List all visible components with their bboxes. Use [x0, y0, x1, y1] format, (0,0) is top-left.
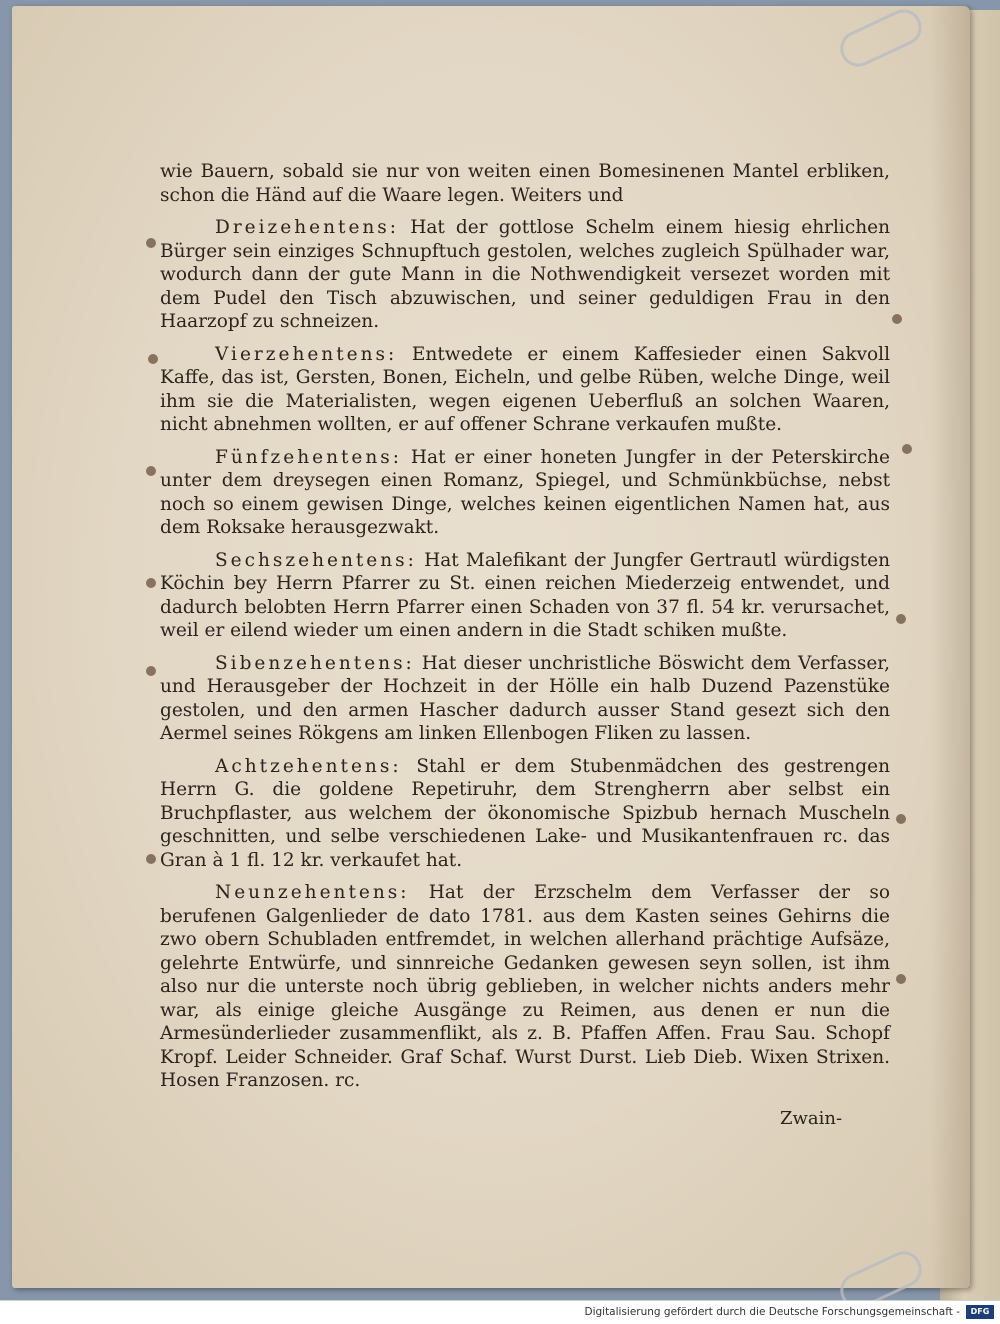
- paragraph-text: Hat dieser unchristliche Böswicht dem Verfasser, und Herausgeber der Hochzeit in der Hölle ein halb Duzend Pazenstüke gestolen, und den armen Hascher dadurch ausser Stand gesezt sich den Aermel seines Rökgens am linken Ellenbogen Fliken zu lassen.: [160, 652, 890, 744]
- paragraph: [160, 446, 890, 540]
- binding-hole: [146, 238, 156, 248]
- paragraph: [160, 549, 890, 643]
- dfg-logo-icon: DFG: [966, 1305, 994, 1319]
- binding-hole: [902, 444, 912, 454]
- paragraph: [160, 160, 890, 207]
- paragraph-lead: Sechszehentens:: [215, 549, 417, 571]
- binding-hole: [896, 814, 906, 824]
- paragraph: [160, 343, 890, 437]
- binding-hole: [892, 314, 902, 324]
- binding-hole: [146, 666, 156, 676]
- paragraph-lead: Neunzehentens:: [215, 882, 410, 903]
- paragraph-lead: Sibenzehentens:: [215, 652, 415, 674]
- funding-credit: Digitalisierung gefördert durch die Deutsche Forschungsgemeinschaft -: [584, 1306, 960, 1318]
- paragraph: [160, 216, 890, 334]
- paragraph-text: Hat er einer honeten Jungfer in der Peterskirche unter dem dreysegen einen Romanz, Spiegel, und Schmünkbüchse, nebst noch so einem gewisen Dinge, welches keinen eigentlichen Namen hat, aus dem Roksake herausgezwakt.: [160, 446, 890, 538]
- paragraph-lead: Dreizehentens:: [215, 217, 400, 238]
- paragraph-text: Stahl er dem Stubenmädchen des gestrengen Herrn G. die goldene Repetiruhr, dem Strengherrn aber selbst ein Bruchpflaster, aus welchem der ökonomische Spizbub hernach Muscheln geschnitten, und selbe verschiedenen Lake- und Musikantenfrauen rc. das Gran à 1 fl. 12 kr. verkaufet hat.: [160, 755, 890, 871]
- binding-hole: [146, 578, 156, 588]
- paragraph-text: Entwedete er einem Kaffesieder einen Sakvoll Kaffe, das ist, Gersten, Bonen, Eicheln, und gelbe Rüben, welche Dinge, weil ihm sie die Materialisten, wegen eigenen Ueberfluß an solchen Waaren, nicht abnehmen wollten, er auf offener Schrane verkaufen mußte.: [160, 343, 890, 435]
- document-body: [160, 160, 890, 1102]
- paragraph: [160, 755, 890, 873]
- paragraph-text: Hat Malefikant der Jungfer Gertrautl würdigsten Köchin bey Herrn Pfarrer zu St. einen reichen Miederzeig entwendet, und dadurch belobten Herrn Pfarrer einen Schaden von 37 fl. 54 kr. verursachet, weil er eilend wieder um einen andern in die Stadt schiken mußte.: [160, 549, 890, 641]
- paragraph-text: Hat der Erzschelm dem Verfasser der so berufenen Galgenlieder de dato 1781. aus dem Kasten seines Gehirns die zwo obern Schubladen entfremdet, in welchen allerhand prächtige Aufsäze, gelehrte Entwürfe, und sinnreiche Gedanken gewesen seyn sollen, ist ihm also nur die unterste noch übrig geblieben, in welcher nichts anders mehr war, als einige gleiche Ausgänge zu Reimen, aus denen er nun die Armesünderlieder zusammenflikt, als z. B. Pfaffen Affen. Frau Sau. Schopf Kropf. Leider Schneider. Graf Schaf. Wurst Durst. Lieb Dieb. Wixen Strixen. Hosen Franzosen. rc.: [160, 882, 890, 1091]
- paragraph: [160, 881, 890, 1093]
- footer-bar: [0, 1300, 1000, 1324]
- paragraph: [160, 652, 890, 746]
- paragraph-lead: Vierzehentens:: [215, 343, 398, 365]
- paragraph-lead: Achtzehentens:: [215, 755, 402, 777]
- catchword: Zwain-: [780, 1108, 843, 1129]
- binding-hole: [146, 854, 156, 864]
- binding-hole: [896, 974, 906, 984]
- paragraph-text: wie Bauern, sobald sie nur von weiten einen Bomesinenen Mantel erbliken, schon die Händ auf die Waare legen. Weiters und: [160, 161, 890, 206]
- paragraph-text: Hat der gottlose Schelm einem hiesig ehrlichen Bürger sein einziges Schnupftuch gestolen, welches zugleich Spülhader war, wodurch dann der gute Mann in die Nothwendigkeit versezet worden mit dem Pudel den Tisch abzuwischen, und seiner geduldigen Frau in den Haarzopf zu schneizen.: [160, 217, 890, 332]
- paragraph-lead: Fünfzehentens:: [215, 446, 403, 468]
- binding-hole: [146, 466, 156, 476]
- binding-hole: [896, 614, 906, 624]
- binding-hole: [148, 354, 158, 364]
